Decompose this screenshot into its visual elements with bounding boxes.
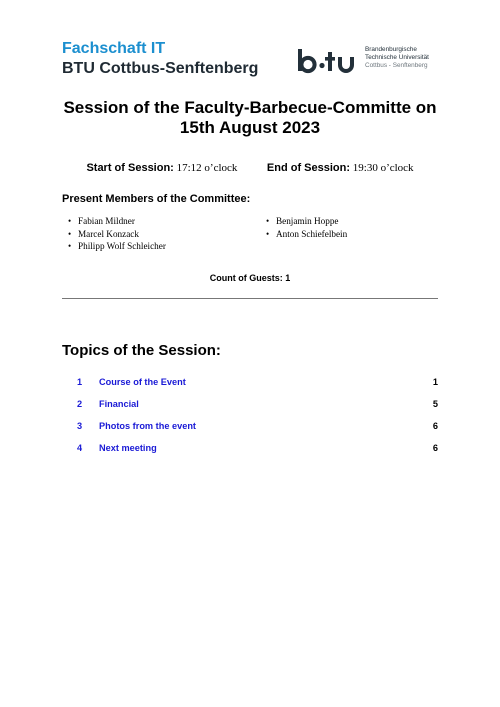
toc-number: 4 <box>77 443 83 453</box>
document-title <box>40 98 460 138</box>
toc-entry-course-of-event[interactable] <box>62 377 438 399</box>
header-organization <box>62 39 258 79</box>
toc-entry-financial[interactable] <box>62 399 438 421</box>
toc-page-number: 1 <box>432 377 438 387</box>
toc-page-number: 6 <box>432 421 438 431</box>
btu-logo-text <box>365 46 429 71</box>
members-heading: Present Members of the Committee: <box>62 193 251 205</box>
toc-page-number: 5 <box>432 399 438 409</box>
member-item: • Marcel Konzack <box>68 228 166 241</box>
start-value: 17:12 o’clock <box>176 162 238 174</box>
end-value: 19:30 o’clock <box>352 162 414 174</box>
org-name-line1: Fachschaft IT <box>62 40 166 57</box>
toc-entry-photos[interactable] <box>62 421 438 443</box>
toc-number: 1 <box>77 377 83 387</box>
btu-logo-line2: Technische Universität <box>365 54 429 62</box>
member-item: • Philipp Wolf Schleicher <box>68 240 166 253</box>
toc-entry-next-meeting[interactable] <box>62 443 438 465</box>
toc-link[interactable]: Financial <box>99 399 139 409</box>
member-item: • Anton Schiefelbein <box>266 228 347 241</box>
session-times <box>0 162 500 174</box>
btu-logo <box>296 46 440 76</box>
toc-link[interactable]: Course of the Event <box>99 377 186 387</box>
members-list-column-1 <box>68 215 166 253</box>
table-of-contents <box>62 377 438 465</box>
members-list-column-2 <box>266 215 347 240</box>
toc-link[interactable]: Photos from the event <box>99 421 196 431</box>
btu-wordmark-icon <box>296 46 360 76</box>
title-line1: Session of the Faculty-Barbecue-Committe on <box>63 98 437 117</box>
start-label: Start of Session: <box>86 162 174 174</box>
toc-link[interactable]: Next meeting <box>99 443 157 453</box>
toc-number: 3 <box>77 421 83 431</box>
org-name-line2: BTU Cottbus-Senftenberg <box>62 60 259 77</box>
guest-count: Count of Guests: 1 <box>209 273 291 283</box>
btu-logo-line3: Cottbus - Senftenberg <box>365 62 428 70</box>
toc-number: 2 <box>77 399 83 409</box>
toc-page-number: 6 <box>432 443 438 453</box>
member-item: • Benjamin Hoppe <box>266 215 347 228</box>
horizontal-divider <box>62 298 438 299</box>
title-line2: 15th August 2023 <box>179 118 321 137</box>
end-label: End of Session: <box>266 162 351 174</box>
member-item: • Fabian Mildner <box>68 215 166 228</box>
topics-heading: Topics of the Session: <box>62 342 221 359</box>
btu-logo-line1: Brandenburgische <box>365 46 417 53</box>
